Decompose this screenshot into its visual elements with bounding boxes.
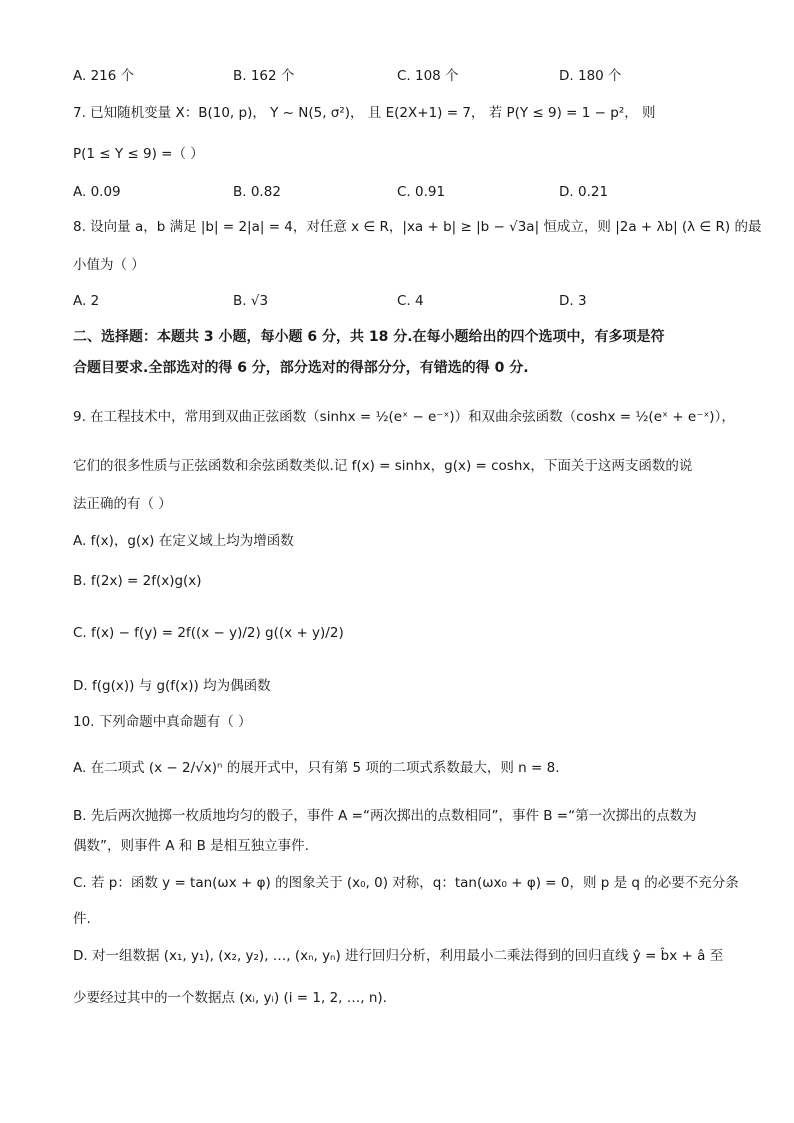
q10-option-a[interactable]: A. 在二项式 (x − 2/√x)ⁿ 的展开式中，只有第 5 项的二项式系数最大，则 n = 8. [73, 760, 560, 776]
q9-option-a[interactable]: A. f(x)，g(x) 在定义域上均为增函数 [73, 533, 294, 549]
q9-option-c[interactable]: C. f(x) − f(y) = 2f((x − y)/2) g((x + y)/2) [73, 625, 344, 641]
q8-option-a[interactable]: A. 2 [73, 293, 100, 309]
q8-option-c[interactable]: C. 4 [397, 293, 424, 309]
q7-option-a[interactable]: A. 0.09 [73, 184, 121, 200]
q8-stem-line1: 8. 设向量 a，b 满足 |b| = 2|a| = 4，对任意 x ∈ R，|xa + b| ≥ |b − √3a| 恒成立，则 |2a + λb| (λ ∈ R) 的最 [73, 219, 762, 235]
q7-option-d[interactable]: D. 0.21 [559, 184, 609, 200]
q7-option-c[interactable]: C. 0.91 [397, 184, 446, 200]
q7-stem-line1: 7. 已知随机变量 X：B(10, p)， Y ~ N(5, σ²)， 且 E(2X+1) = 7， 若 P(Y ≤ 9) = 1 − p²， 则 [73, 105, 656, 121]
q10-option-d-line2[interactable]: 少要经过其中的一个数据点 (xᵢ, yᵢ) (i = 1, 2, …, n). [73, 990, 387, 1006]
q9-stem-line1: 9. 在工程技术中，常用到双曲正弦函数（sinhx = ½(eˣ − e⁻ˣ)）和双曲余弦函数（coshx = ½(eˣ + e⁻ˣ)）， [73, 409, 735, 425]
q9-stem-line2: 它们的很多性质与正弦函数和余弦函数类似.记 f(x) = sinhx，g(x) = coshx，下面关于这两支函数的说 [73, 458, 693, 474]
q6-option-d[interactable]: D. 180 个 [559, 68, 622, 84]
q9-option-d[interactable]: D. f(g(x)) 与 g(f(x)) 均为偶函数 [73, 678, 271, 694]
q8-stem-line2: 小值为（ ） [73, 257, 145, 273]
q6-option-c[interactable]: C. 108 个 [397, 68, 459, 84]
q10-option-b-line2[interactable]: 偶数”，则事件 A 和 B 是相互独立事件. [73, 838, 309, 854]
q8-option-b[interactable]: B. √3 [233, 293, 269, 309]
q9-stem-line3: 法正确的有（ ） [73, 496, 172, 512]
q9-option-b[interactable]: B. f(2x) = 2f(x)g(x) [73, 573, 202, 589]
q10-option-b-line1[interactable]: B. 先后两次抛掷一枚质地均匀的骰子，事件 A =“两次掷出的点数相同”，事件 B =“第一次掷出的点数为 [73, 808, 697, 824]
q10-option-c-line1[interactable]: C. 若 p：函数 y = tan(ωx + φ) 的图象关于 (x₀, 0) 对称，q：tan(ωx₀ + φ) = 0，则 p 是 q 的必要不充分条 [73, 875, 739, 891]
q10-option-c-line2[interactable]: 件. [73, 911, 91, 927]
q10-option-d-line1[interactable]: D. 对一组数据 (x₁, y₁), (x₂, y₂), …, (xₙ, yₙ) 进行回归分析，利用最小二乘法得到的回归直线 ŷ = b̂x + â 至 [73, 948, 724, 964]
q7-option-b[interactable]: B. 0.82 [233, 184, 281, 200]
q6-option-a[interactable]: A. 216 个 [73, 68, 135, 84]
section2-heading-line1: 二、选择题：本题共 3 小题，每小题 6 分，共 18 分.在每小题给出的四个选项中，有多项是符 [73, 329, 665, 345]
q10-stem: 10. 下列命题中真命题有（ ） [73, 714, 252, 730]
q8-option-d[interactable]: D. 3 [559, 293, 587, 309]
q6-option-b[interactable]: B. 162 个 [233, 68, 295, 84]
section2-heading-line2: 合题目要求.全部选对的得 6 分，部分选对的得部分分，有错选的得 0 分. [73, 360, 529, 376]
q7-stem-line2: P(1 ≤ Y ≤ 9) =（ ） [73, 146, 204, 162]
